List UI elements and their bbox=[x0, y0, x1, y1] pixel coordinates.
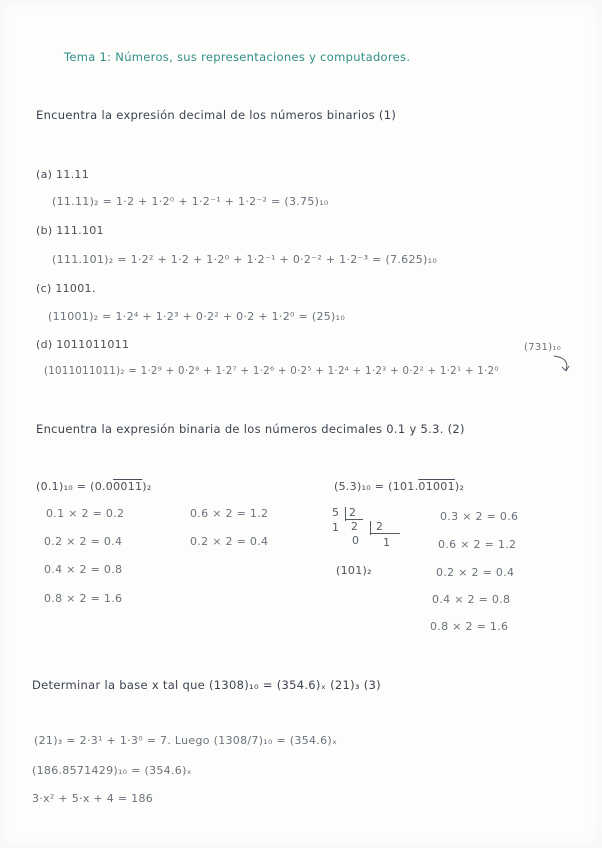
q2-right-step-5: 0.8 × 2 = 1.6 bbox=[430, 620, 509, 633]
div-divisor-2c: 2 bbox=[376, 520, 383, 533]
question-3-prompt: Determinar la base x tal que (1308)₁₀ = (354.6)ₓ (21)₃ (3) bbox=[32, 678, 381, 692]
q2-left-step-4: 0.8 × 2 = 1.6 bbox=[44, 592, 123, 605]
q1-b-label: (b) 111.101 bbox=[36, 224, 104, 237]
q2-mid-step-1: 0.6 × 2 = 1.2 bbox=[190, 507, 269, 520]
div-divisor-2a: 2 bbox=[349, 506, 356, 519]
q2-left-header-c: )₂ bbox=[142, 480, 152, 493]
page-title: Tema 1: Números, sus representaciones y computadores. bbox=[64, 50, 411, 64]
division-bar-2 bbox=[370, 533, 400, 534]
q2-left-step-1: 0.1 × 2 = 0.2 bbox=[46, 507, 125, 520]
div-dividend-5: 5 bbox=[332, 506, 339, 519]
q2-right-header-c: )₂ bbox=[454, 480, 465, 493]
div-quotient-2b: 2 bbox=[351, 520, 358, 533]
div-remainder-0: 0 bbox=[352, 534, 359, 547]
q2-right-header-a: (5.3)₁₀ = (101. bbox=[334, 480, 419, 493]
q1-c-label: (c) 11001. bbox=[36, 282, 96, 295]
q1-d-work: (1011011011)₂ = 1·2⁹ + 0·2⁸ + 1·2⁷ + 1·2⁶ + 0·2⁵ + 1·2⁴ + 1·2³ + 0·2² + 1·2¹ + 1·2⁰ bbox=[44, 366, 499, 377]
q2-left-header-a: (0.1)₁₀ = (0.0 bbox=[36, 480, 114, 493]
q2-mid-step-2: 0.2 × 2 = 0.4 bbox=[190, 535, 269, 548]
curved-arrow-icon bbox=[552, 354, 574, 374]
division-bar-1 bbox=[345, 519, 363, 520]
question-2-prompt: Encuentra la expresión binaria de los números decimales 0.1 y 5.3. (2) bbox=[36, 422, 465, 436]
q2-right-header bbox=[334, 480, 464, 493]
q1-b-work: (111.101)₂ = 1·2² + 1·2 + 1·2⁰ + 1·2⁻¹ + 0·2⁻² + 1·2⁻³ = (7.625)₁₀ bbox=[52, 253, 438, 266]
div-quotient-1b: 1 bbox=[383, 536, 390, 549]
q1-c-work: (11001)₂ = 1·2⁴ + 1·2³ + 0·2² + 0·2 + 1·2⁰ = (25)₁₀ bbox=[48, 310, 346, 323]
q1-d-label: (d) 1011011011 bbox=[36, 338, 130, 351]
q2-left-step-3: 0.4 × 2 = 0.8 bbox=[44, 563, 123, 576]
q2-left-header bbox=[36, 480, 152, 493]
q3-line-2: (186.8571429)₁₀ = (354.6)ₓ bbox=[32, 764, 192, 777]
q1-a-label: (a) 11.11 bbox=[36, 168, 90, 181]
q3-line-3: 3·x² + 5·x + 4 = 186 bbox=[32, 792, 154, 805]
q2-right-step-4: 0.4 × 2 = 0.8 bbox=[432, 593, 511, 606]
q2-right-step-2: 0.6 × 2 = 1.2 bbox=[438, 538, 517, 551]
div-remainder-1a: 1 bbox=[332, 521, 339, 534]
q2-right-step-3: 0.2 × 2 = 0.4 bbox=[436, 566, 515, 579]
q2-right-header-period: 01001 bbox=[418, 480, 455, 493]
q1-d-result: (731)₁₀ bbox=[524, 342, 562, 353]
question-1-prompt: Encuentra la expresión decimal de los números binarios (1) bbox=[36, 108, 397, 122]
q1-a-work: (11.11)₂ = 1·2 + 1·2⁰ + 1·2⁻¹ + 1·2⁻² = (3.75)₁₀ bbox=[52, 195, 329, 208]
q3-line-1: (21)₃ = 2·3¹ + 1·3⁰ = 7. Luego (1308/7)₁₀ = (354.6)ₓ bbox=[34, 734, 338, 747]
q2-left-step-2: 0.2 × 2 = 0.4 bbox=[44, 535, 123, 548]
q2-int-result: (101)₂ bbox=[336, 564, 372, 577]
q2-left-header-period: 0011 bbox=[113, 480, 143, 493]
q2-right-step-1: 0.3 × 2 = 0.6 bbox=[440, 510, 519, 523]
